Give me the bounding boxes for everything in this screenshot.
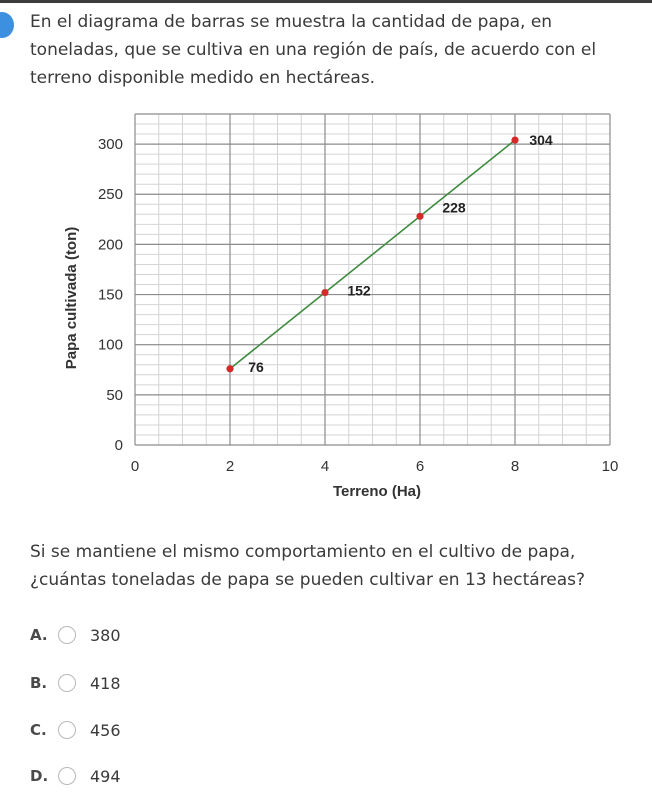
radio-button[interactable] bbox=[58, 626, 76, 644]
top-border bbox=[0, 0, 652, 3]
question-indicator-icon bbox=[0, 12, 14, 38]
option-letter: B. bbox=[30, 674, 48, 692]
x-axis-title: Terreno (Ha) bbox=[332, 483, 422, 500]
data-label: 304 bbox=[529, 132, 553, 149]
prompt-text: Si se mantiene el mismo comportamiento en el cultivo de papa, ¿cuántas toneladas de papa se pueden cultivar en 13 hectáreas? bbox=[30, 542, 586, 590]
option-value: 380 bbox=[90, 625, 121, 645]
data-point bbox=[511, 136, 518, 143]
option-letter: D. bbox=[30, 767, 49, 785]
y-tick-label: 200 bbox=[97, 236, 123, 254]
data-label: 76 bbox=[248, 358, 264, 375]
y-tick-label: 50 bbox=[106, 386, 123, 404]
y-tick-label: 250 bbox=[97, 186, 123, 204]
x-tick-label: 8 bbox=[510, 458, 520, 475]
y-tick-label: 0 bbox=[114, 437, 123, 454]
line-chart bbox=[40, 108, 640, 508]
option-d[interactable] bbox=[30, 761, 121, 791]
option-a[interactable] bbox=[30, 620, 121, 650]
x-tick-label: 0 bbox=[130, 458, 140, 475]
radio-button[interactable] bbox=[58, 767, 76, 785]
y-axis-title: Papa cultivada (ton) bbox=[63, 226, 80, 370]
data-label: 152 bbox=[347, 282, 371, 299]
option-letter: C. bbox=[30, 721, 47, 739]
radio-button[interactable] bbox=[58, 674, 76, 692]
y-tick-label: 300 bbox=[97, 136, 123, 154]
y-tick-label: 150 bbox=[97, 286, 123, 304]
x-tick-label: 4 bbox=[320, 458, 330, 475]
option-c[interactable] bbox=[30, 715, 121, 745]
radio-button[interactable] bbox=[58, 721, 76, 739]
y-tick-label: 100 bbox=[97, 336, 123, 354]
option-value: 456 bbox=[90, 720, 121, 740]
option-value: 494 bbox=[90, 766, 121, 786]
x-tick-label: 2 bbox=[225, 458, 235, 475]
x-tick-label: 10 bbox=[601, 458, 619, 475]
data-label: 228 bbox=[442, 199, 466, 216]
data-point bbox=[321, 289, 328, 296]
question-text: En el diagrama de barras se muestra la cantidad de papa, en toneladas, que se cultiva en una región de país, de acuerdo con el terreno disponible medido en hectáreas. bbox=[30, 12, 597, 88]
option-letter: A. bbox=[30, 626, 48, 644]
option-value: 418 bbox=[90, 673, 121, 693]
data-point bbox=[226, 365, 233, 372]
x-tick-label: 6 bbox=[415, 458, 425, 475]
option-b[interactable] bbox=[30, 668, 121, 698]
data-point bbox=[416, 213, 423, 220]
